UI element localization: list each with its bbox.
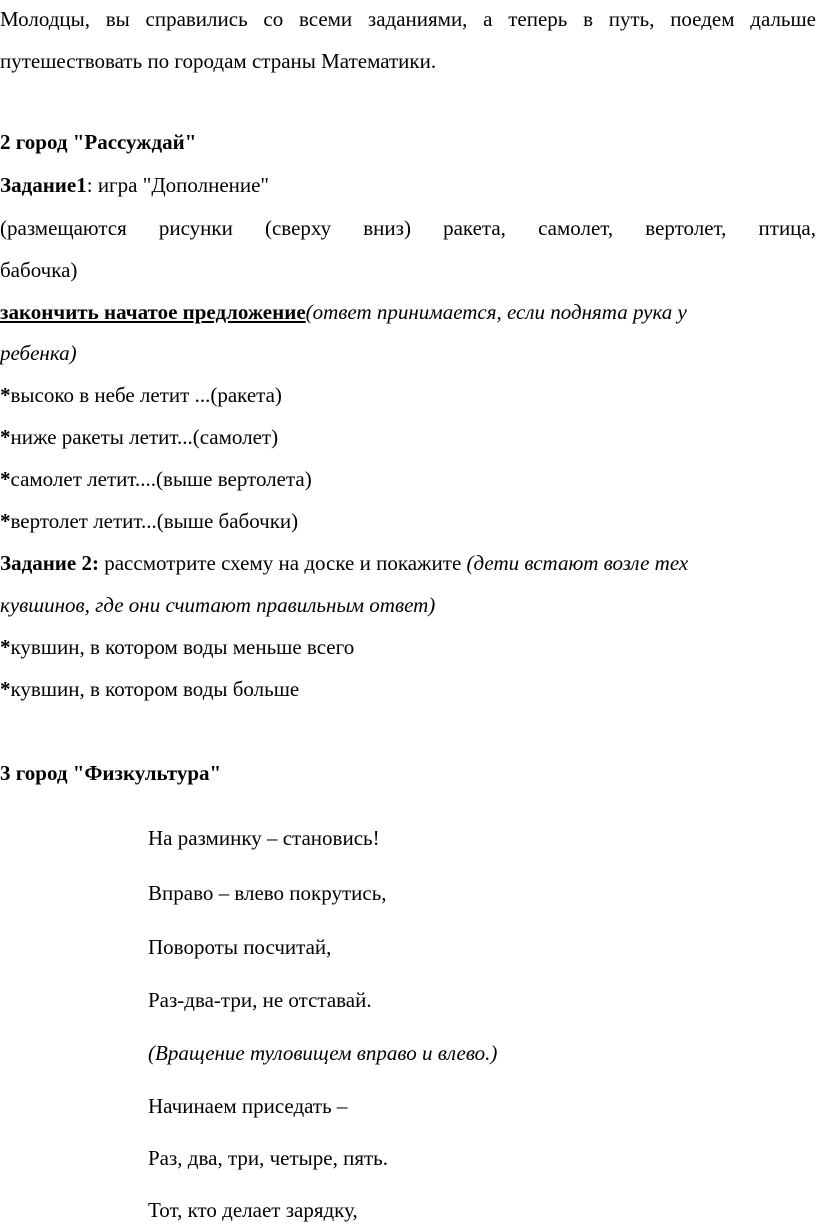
task2-note-2: кувшинов, где они считают правильным ответ) xyxy=(0,593,436,617)
pictures-line-2: бабочка) xyxy=(0,258,78,282)
city2-title: 2 город "Рассуждай" xyxy=(0,130,197,154)
list-item xyxy=(0,633,816,661)
poem-line: На разминку – становись! xyxy=(148,826,380,850)
city3-title: 3 город "Физкультура" xyxy=(0,761,222,785)
task1-label: Задание1 xyxy=(0,173,87,197)
poem-line: Вправо – влево покрутись, xyxy=(148,881,387,905)
finish-sentence-note-2: ребенка) xyxy=(0,341,77,365)
list-item-text: кувшин, в котором воды меньше всего xyxy=(10,635,355,659)
task2-note: (дети встают возле тех xyxy=(466,551,689,575)
bullet-star: * xyxy=(0,509,11,533)
finish-sentence-line xyxy=(0,298,816,326)
list-item xyxy=(0,675,816,703)
list-item xyxy=(0,381,816,409)
bullet-star: * xyxy=(0,425,11,449)
pictures-line-1: (размещаются рисунки (сверху вниз) ракета, самолет, вертолет, птица, xyxy=(0,216,816,240)
finish-sentence-label: закончить начатое предложение xyxy=(0,300,306,324)
finish-sentence-note: (ответ принимается, если поднята рука у xyxy=(305,300,687,324)
list-item-text: вертолет летит...(выше бабочки) xyxy=(10,509,299,533)
intro-line-1: Молодцы, вы справились со всеми заданиями, а теперь в путь, поедем дальше xyxy=(0,7,816,31)
poem-line: Раз, два, три, четыре, пять. xyxy=(148,1146,389,1170)
task1-text: : игра "Дополнение" xyxy=(86,173,270,197)
list-item xyxy=(0,507,816,535)
task2-text: рассмотрите схему на доске и покажите xyxy=(98,551,467,575)
poem-line: Начинаем приседать – xyxy=(148,1094,348,1118)
task2-line xyxy=(0,549,816,577)
list-item xyxy=(0,465,816,493)
list-item xyxy=(0,423,816,451)
poem-line: Тот, кто делает зарядку, xyxy=(148,1198,358,1222)
intro-line-2: путешествовать по городам страны Математики. xyxy=(0,49,437,73)
poem-line: Раз-два-три, не отставай. xyxy=(148,988,372,1012)
list-item-text: ниже ракеты летит...(самолет) xyxy=(10,425,279,449)
bullet-star: * xyxy=(0,467,11,491)
task1-line xyxy=(0,171,816,199)
list-item-text: кувшин, в котором воды больше xyxy=(10,677,300,701)
bullet-star: * xyxy=(0,635,11,659)
task2-label: Задание 2: xyxy=(0,551,99,575)
list-item-text: самолет летит....(выше вертолета) xyxy=(10,467,312,491)
bullet-star: * xyxy=(0,677,11,701)
list-item-text: высоко в небе летит ...(ракета) xyxy=(10,383,282,407)
bullet-star: * xyxy=(0,383,11,407)
poem-line: (Вращение туловищем вправо и влево.) xyxy=(148,1041,498,1065)
poem-line: Повороты посчитай, xyxy=(148,935,332,959)
